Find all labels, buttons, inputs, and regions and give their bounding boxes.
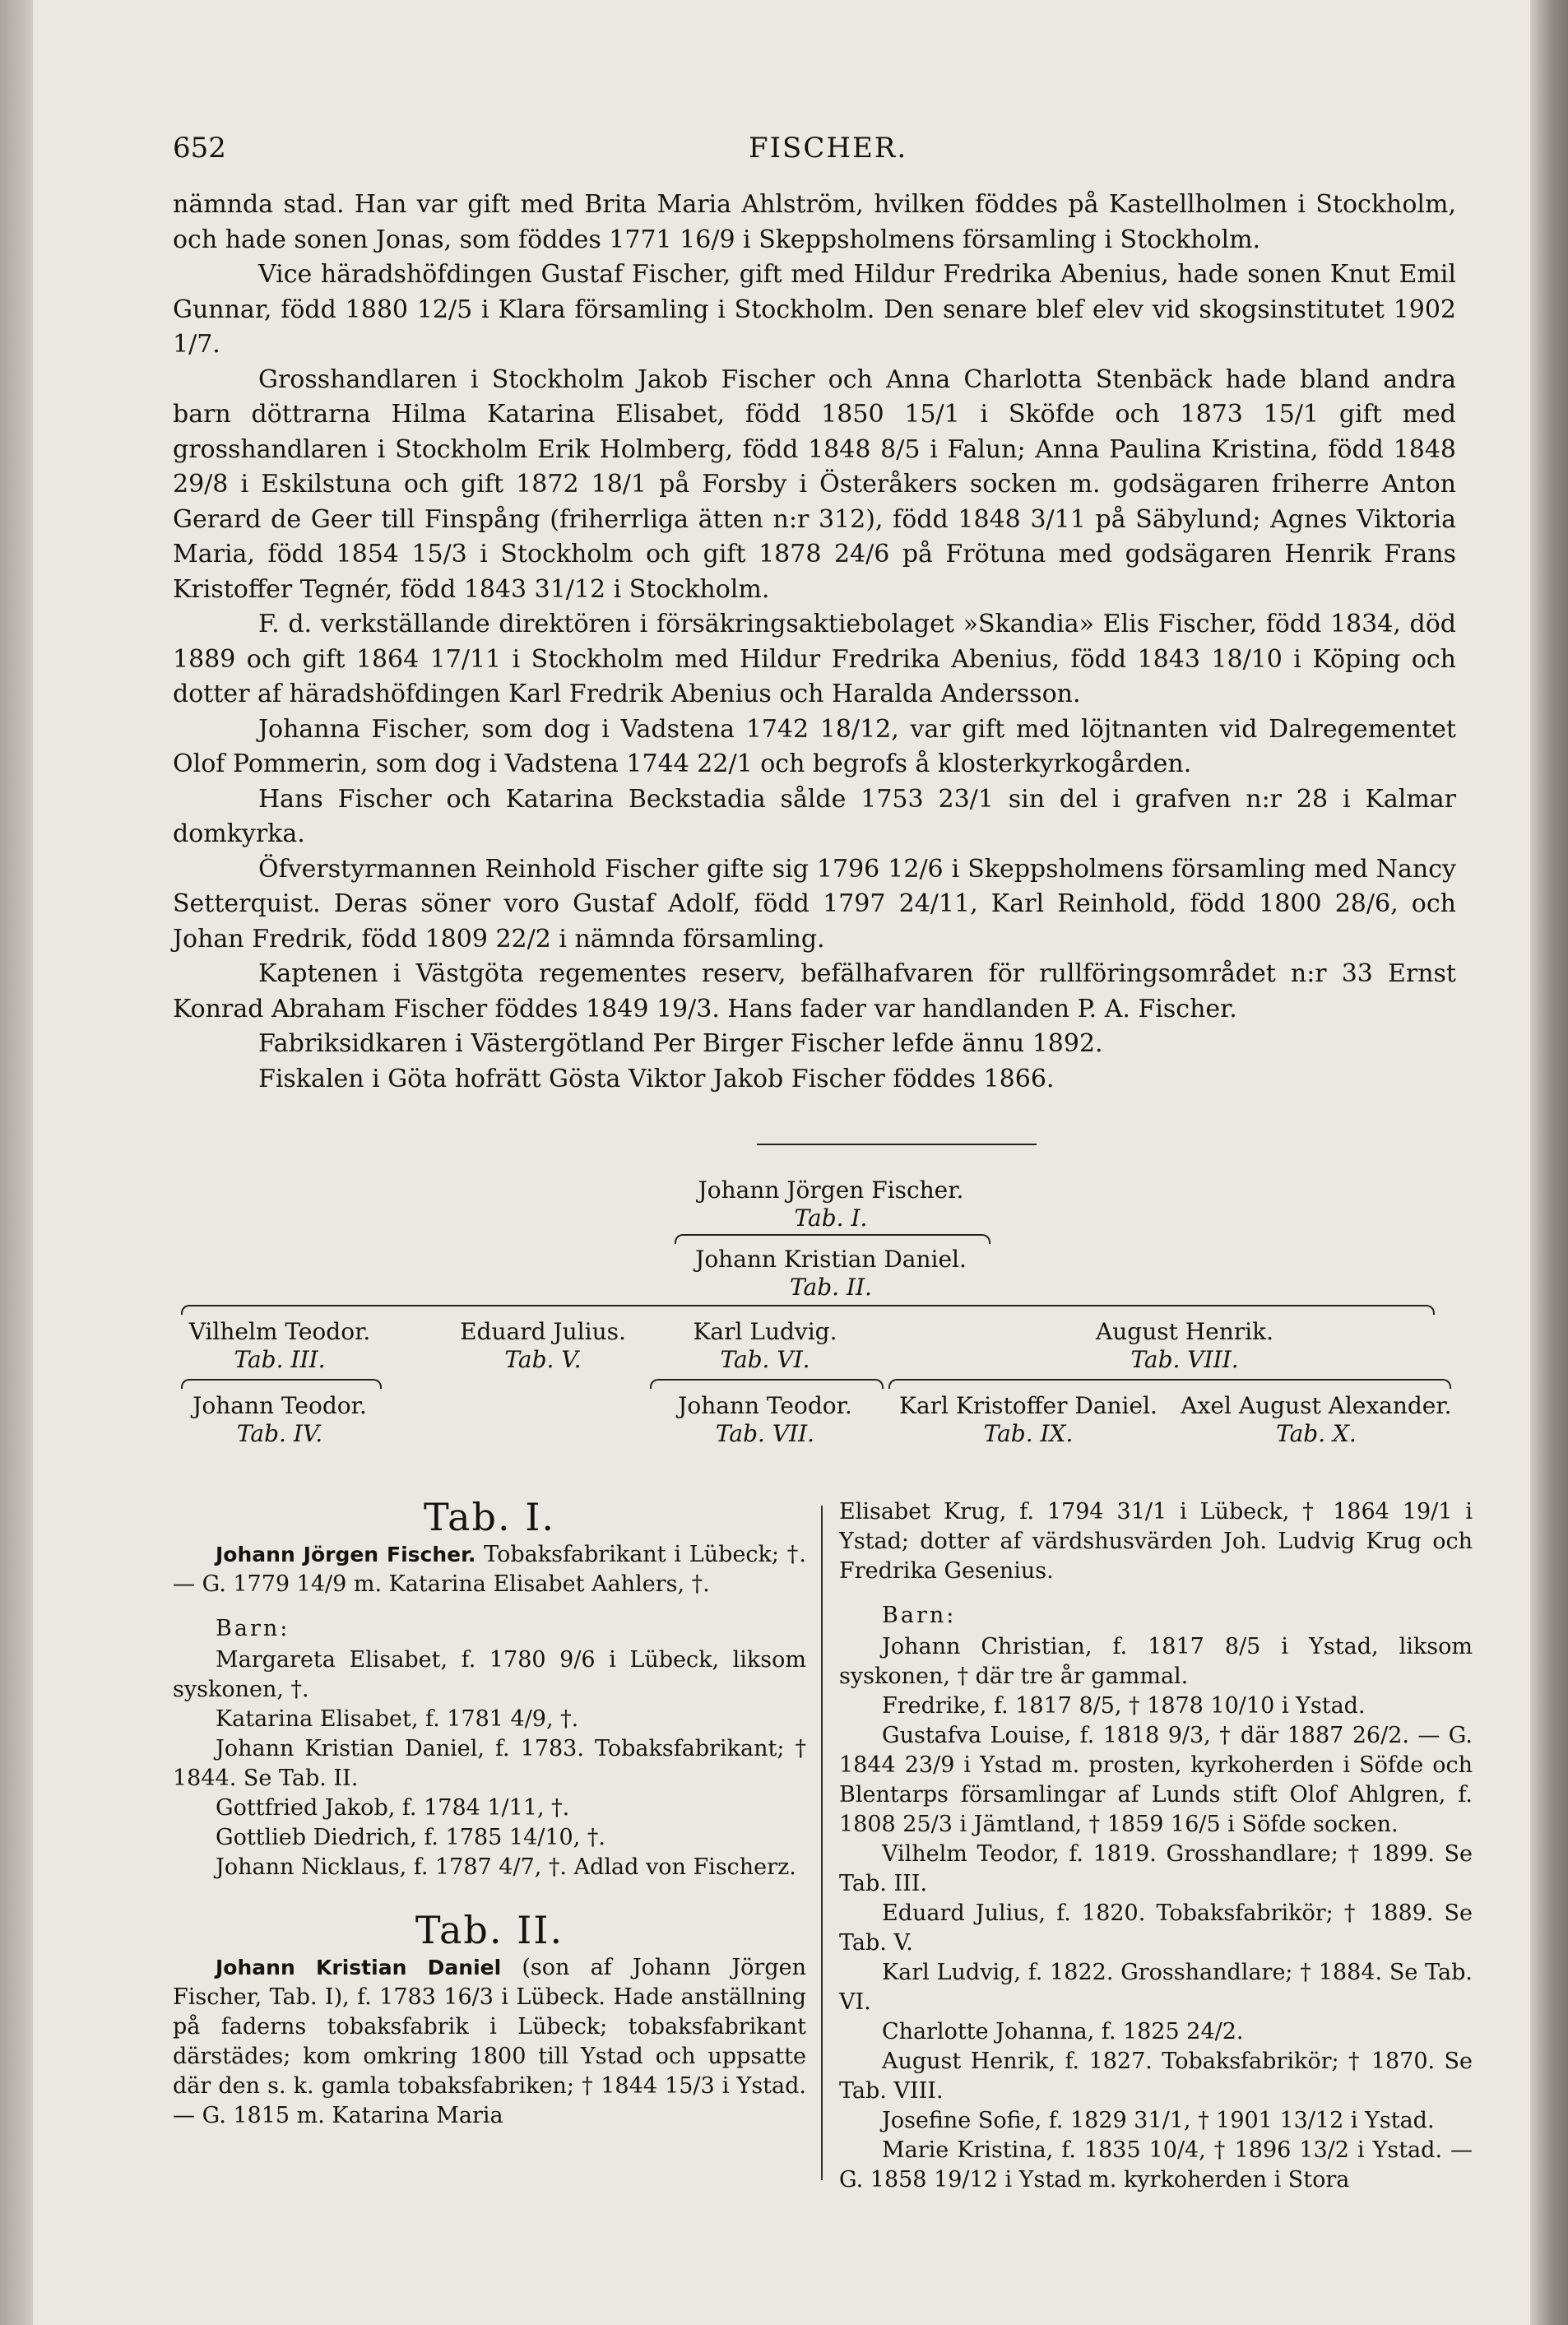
node-name: Axel August Alexander. (1181, 1392, 1452, 1419)
paragraph: Johanna Fischer, som dog i Vadstena 1742 18/12, var gift med löjtnanten vid Dalregementet Olof Pommerin, som dog i Vadstena 1744 22/1 och begrofs å klosterkyrkogården. (173, 714, 1456, 778)
running-title: FISCHER. (749, 132, 908, 165)
child-entry: Vilhelm Teodor, f. 1819. Grosshandlare; † 1899. Se Tab. III. (839, 1841, 1473, 1896)
node-tab: Tab. VII. (715, 1420, 815, 1447)
node-name: Eduard Julius. (460, 1318, 626, 1345)
paragraph: nämnda stad. Han var gift med Brita Maria Ahlström, hvilken föddes på Kastellholmen i Stockholm, och hade sonen Jonas, som föddes 1771 16/9 i Skeppsholmens församling i Stockholm. (173, 190, 1456, 254)
child-entry: Johann Kristian Daniel, f. 1783. Tobaksfabrikant; † 1844. Se Tab. II. (173, 1736, 806, 1791)
node-name: Johann Teodor. (193, 1392, 367, 1419)
child-entry: Eduard Julius, f. 1820. Tobaksfabrikör; † 1889. Se Tab. V. (839, 1900, 1473, 1956)
tree-node-root (666, 1176, 995, 1232)
child-entry: Marie Kristina, f. 1835 10/4, † 1896 13/2 i Ystad. — G. 1858 19/12 i Ystad m. kyrkoherden i Stora (839, 2137, 1473, 2193)
entry-name: Johann Jörgen Fischer. (216, 1543, 476, 1566)
tree-node-gen4 (173, 1392, 387, 1448)
node-tab: Tab. VI. (720, 1346, 810, 1373)
entry-intro (173, 1540, 806, 1599)
child-entry: Gustafva Louise, f. 1818 9/3, † där 1887 26/2. — G. 1844 23/9 i Ystad m. prosten, kyrkoherden i Söfde och Blentarps församlingar af Lunds stift Olof Ahlgren, f. 1808 25/3 i Jämtland, † 1859 16/5 i Söfde socken. (839, 1723, 1473, 1837)
child-entry: Margareta Elisabet, f. 1780 9/6 i Lübeck, liksom syskonen, †. (173, 1647, 806, 1702)
children-label: Barn: (216, 1616, 290, 1641)
tree-node-gen3 (666, 1318, 864, 1374)
node-name: Johann Jörgen Fischer. (698, 1176, 964, 1204)
node-tab: Tab. IX. (983, 1420, 1074, 1447)
child-entry: Johann Nicklaus, f. 1787 4/7, †. Adlad von Fischerz. (216, 1854, 796, 1880)
page-header (173, 132, 1456, 173)
paragraph: F. d. verkställande direktören i försäkringsaktiebolaget »Skandia» Elis Fischer, född 1834, död 1889 och gift 1864 17/11 i Stockholm med Hildur Fredrika Abenius, född 1843 18/10 i Köping och dotter af häradshöfdingen Karl Fredrik Abenius och Haralda Andersson. (173, 610, 1456, 708)
entry-intro (173, 1953, 806, 2131)
genealogy-tree (173, 1176, 1456, 1473)
child-entry: Gottfried Jakob, f. 1784 1/11, †. (216, 1795, 570, 1821)
node-name: Karl Kristoffer Daniel. (899, 1392, 1157, 1419)
children-label: Barn: (882, 1603, 957, 1628)
tab-heading: Tab. I. (423, 1495, 556, 1539)
entry-text: Tobaksfabrikant i Lübeck; †. — G. 1779 14/9 m. Katarina Elisabet Aahlers, †. (173, 1542, 806, 1597)
tree-node-gen4 (650, 1392, 880, 1448)
node-tab: Tab. V. (504, 1346, 582, 1373)
child-entry: Fredrike, f. 1817 8/5, † 1878 10/10 i Ystad. (882, 1693, 1366, 1719)
tree-node-gen3 (173, 1318, 387, 1374)
child-entry: Karl Ludvig, f. 1822. Grosshandlare; † 1884. Se Tab. VI. (839, 1960, 1473, 2015)
node-tab: Tab. III. (234, 1346, 326, 1373)
tree-brace (181, 1379, 382, 1389)
child-entry: Johann Christian, f. 1817 8/5 i Ystad, liksom syskonen, † där tre år gammal. (839, 1634, 1473, 1689)
left-column (173, 1497, 806, 2131)
column-divider (821, 1506, 823, 2180)
child-entry: Josefine Sofie, f. 1829 31/1, † 1901 13/12 i Ystad. (882, 2108, 1435, 2133)
paragraph: Fiskalen i Göta hofrätt Gösta Viktor Jakob Fischer föddes 1866. (258, 1064, 1055, 1093)
entry-text: (son af Johann Jörgen Fischer, Tab. I), f. 1783 16/3 i Lübeck. Hade anställning på faderns tobaksfabrik i Lübeck; tobaksfabrikant därstädes; kom omkring 1800 till Ystad och uppsatte där den s. k. gamla tobaksfabriken; † 1844 15/3 i Ystad. — G. 1815 m. Katarina Maria (173, 1955, 806, 2128)
node-tab: Tab. I. (794, 1204, 868, 1232)
node-tab: Tab. IV. (236, 1420, 323, 1447)
node-name: August Henrik. (1096, 1318, 1273, 1345)
child-entry: Charlotte Johanna, f. 1825 24/2. (882, 2019, 1244, 2044)
node-name: Johann Kristian Daniel. (695, 1246, 967, 1273)
node-tab: Tab. X. (1276, 1420, 1357, 1447)
entry-continuation: Elisabet Krug, f. 1794 31/1 i Lübeck, † 1864 19/1 i Ystad; dotter af värdshusvärden Joh. Ludvig Krug och Fredrika Gesenius. (839, 1499, 1473, 1584)
child-entry: Katarina Elisabet, f. 1781 4/9, †. (216, 1706, 579, 1732)
child-entry: August Henrik, f. 1827. Tobaksfabrikör; † 1870. Se Tab. VIII. (839, 2049, 1473, 2104)
tree-node-gen3 (444, 1318, 642, 1374)
tree-brace (181, 1305, 1435, 1315)
tree-brace (650, 1379, 884, 1389)
body-text (173, 188, 1456, 1097)
paragraph: Vice häradshöfdingen Gustaf Fischer, gift med Hildur Fredrika Abenius, hade sonen Knut Emil Gunnar, född 1880 12/5 i Klara församling i Stockholm. Den senare blef elev vid skogsinstitutet 1902 1/7. (173, 260, 1456, 359)
paragraph: Hans Fischer och Katarina Beckstadia sålde 1753 23/1 sin del i grafven n:r 28 i Kalmar domkyrka. (173, 784, 1456, 848)
tree-brace (888, 1379, 1451, 1389)
tree-node-gen4 (880, 1392, 1176, 1448)
right-column (839, 1497, 1473, 2195)
paragraph: Kaptenen i Västgöta regementes reserv, befälhafvaren för rullföringsområdet n:r 33 Ernst Konrad Abraham Fischer föddes 1849 19/3. Hans fader var handlanden P. A. Fischer. (173, 959, 1456, 1023)
section-rule (757, 1144, 1037, 1145)
page-binding (0, 0, 33, 2325)
tree-brace (675, 1234, 990, 1244)
node-name: Johann Teodor. (678, 1392, 852, 1419)
paragraph: Fabriksidkaren i Västergötland Per Birger Fischer lefde ännu 1892. (258, 1029, 1103, 1058)
book-spine (1530, 0, 1568, 2325)
node-name: Karl Ludvig. (693, 1318, 837, 1345)
node-tab: Tab. VIII. (1130, 1346, 1239, 1373)
node-name: Vilhelm Teodor. (188, 1318, 371, 1345)
child-entry: Gottlieb Diedrich, f. 1785 14/10, †. (216, 1825, 605, 1850)
entry-name: Johann Kristian Daniel (216, 1956, 502, 1979)
tab-heading: Tab. II. (415, 1908, 564, 1952)
tree-node-gen4 (1176, 1392, 1456, 1448)
tree-node-gen3 (1061, 1318, 1308, 1374)
tree-node-child (658, 1246, 1004, 1302)
page-number: 652 (173, 132, 226, 165)
node-tab: Tab. II. (790, 1274, 872, 1301)
paragraph: Öfverstyrmannen Reinhold Fischer gifte sig 1796 12/6 i Skeppsholmens församling med Nancy Setterquist. Deras söner voro Gustaf Adolf, född 1797 24/11, Karl Reinhold, född 1800 28/6, och Johan Fredrik, född 1809 22/2 i nämnda församling. (173, 854, 1456, 954)
paragraph: Grosshandlaren i Stockholm Jakob Fischer och Anna Charlotta Stenbäck hade bland andra barn döttrarna Hilma Katarina Elisabet, född 1850 15/1 i Sköfde och 1873 15/1 gift med grosshandlaren i Stockholm Erik Holmberg, född 1848 8/5 i Falun; Anna Paulina Kristina, född 1848 29/8 i Eskilstuna och gift 1872 18/1 på Forsby i Österåkers socken m. godsägaren friherre Anton Gerard de Geer till Finspång (friherrliga ätten n:r 312), född 1848 3/11 på Säbylund; Agnes Viktoria Maria, född 1854 15/3 i Stockholm och gift 1878 24/6 på Frötuna med godsägaren Henrik Frans Kristoffer Tegnér, född 1843 31/12 i Stockholm. (173, 364, 1456, 604)
